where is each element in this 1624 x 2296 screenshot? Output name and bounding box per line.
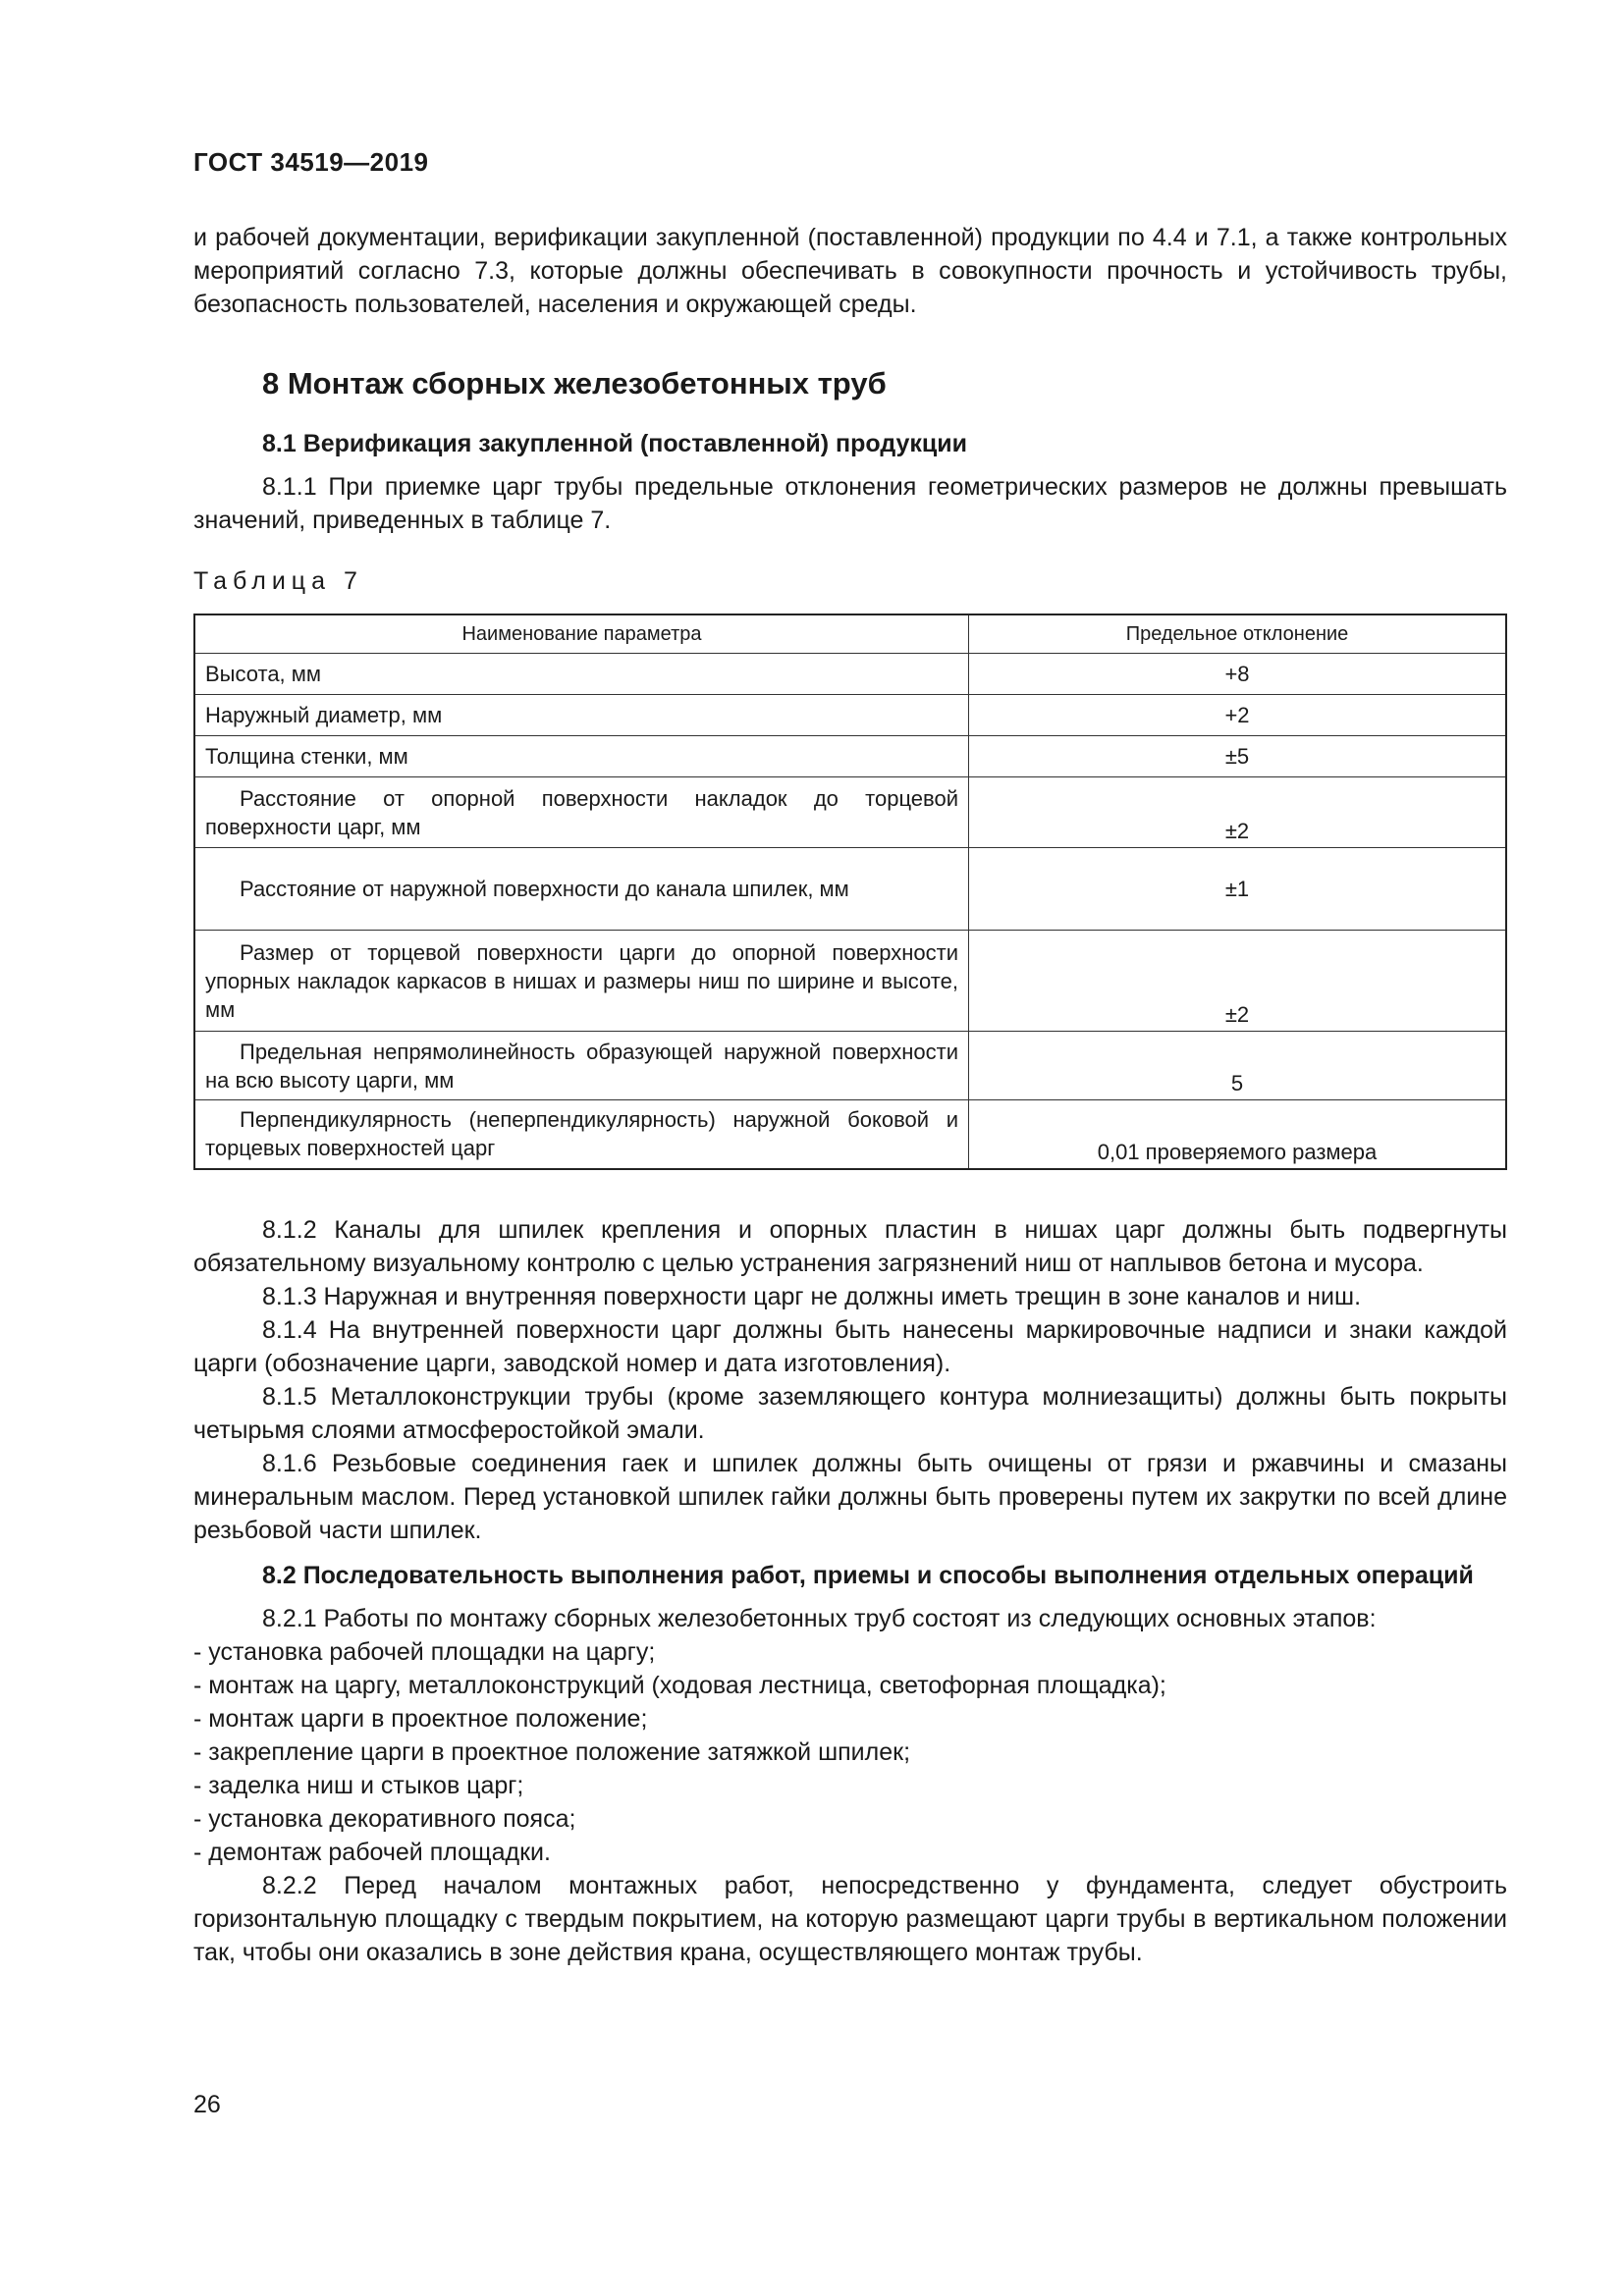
paragraph-8-1-4: 8.1.4 На внутренней поверхности царг должны быть нанесены маркировочные надписи и знаки каждой царги (обозначение царги, заводской номер и дата изготовления). xyxy=(193,1315,1507,1377)
list-item: - установка декоративного пояса; xyxy=(193,1804,576,1833)
section-8-title: 8 Монтаж сборных железобетонных труб xyxy=(262,366,887,400)
table-row xyxy=(194,848,1506,931)
param-name-text: Расстояние от наружной поверхности до канала шпилек, мм xyxy=(240,877,849,901)
table-7 xyxy=(193,614,1507,1170)
table-row xyxy=(194,654,1506,695)
param-value: ±5 xyxy=(969,736,1507,777)
list-item: - монтаж на царгу, металлоконструкций (ходовая лестница, светофорная площадка); xyxy=(193,1671,1166,1699)
table-row xyxy=(194,736,1506,777)
paragraph-8-1-3: 8.1.3 Наружная и внутренняя поверхности царг не должны иметь трещин в зоне каналов и ниш. xyxy=(262,1282,1362,1310)
table-row xyxy=(194,1100,1506,1169)
paragraph-8-1-6: 8.1.6 Резьбовые соединения гаек и шпилек должны быть очищены от грязи и ржавчины и смазаны минеральным маслом. Перед установкой шпилек гайки должны быть проверены путем их закрутки по всей длине резьбовой части шпилек. xyxy=(193,1449,1507,1544)
param-value: 5 xyxy=(969,1032,1507,1100)
document-header: ГОСТ 34519—2019 xyxy=(193,147,429,177)
param-name: Высота, мм xyxy=(194,654,969,695)
param-value: +2 xyxy=(969,695,1507,736)
spacer xyxy=(193,1170,1507,1213)
subsection-8-1-title: 8.1 Верификация закупленной (поставленной) продукции xyxy=(262,430,968,457)
param-name xyxy=(194,1032,969,1100)
param-name xyxy=(194,1100,969,1169)
table-row xyxy=(194,777,1506,848)
subsection-8-2-title: 8.2 Последовательность выполнения работ, приемы и способы выполнения отдельных операций xyxy=(262,1561,1474,1589)
list-item: - закрепление царги в проектное положение затяжкой шпилек; xyxy=(193,1737,911,1766)
param-name: Наружный диаметр, мм xyxy=(194,695,969,736)
param-name-text: Перпендикулярность (неперпендикулярность) наружной боковой и торцевых поверхностей царг xyxy=(205,1107,958,1161)
work-stages-list xyxy=(193,1635,1507,1869)
param-name xyxy=(194,777,969,848)
paragraph-8-1-2: 8.1.2 Каналы для шпилек крепления и опорных пластин в нишах царг должны быть подвергнуты обязательному визуальному контролю с целью устранения загрязнений ниш от наплывов бетона и мусора. xyxy=(193,1215,1507,1277)
header-parameter-name: Наименование параметра xyxy=(194,614,969,654)
paragraph-8-2-2: 8.2.2 Перед началом монтажных работ, непосредственно у фундамента, следует обустроить горизонтальную площадку с твердым покрытием, на которую размещают царги трубы в вертикальном положении так, чтобы они оказались в зоне действия крана, осуществляющего монтаж трубы. xyxy=(193,1871,1507,1966)
param-name-text: Расстояние от опорной поверхности накладок до торцевой поверхности царг, мм xyxy=(205,785,958,839)
param-name-text: Размер от торцевой поверхности царги до опорной поверхности упорных накладок каркасов в нишах и размеры ниш по ширине и высоте, мм xyxy=(205,939,958,1022)
param-value: ±2 xyxy=(969,777,1507,848)
header-limit-deviation: Предельное отклонение xyxy=(969,614,1507,654)
list-item: - демонтаж рабочей площадки. xyxy=(193,1838,551,1866)
page-number: 26 xyxy=(193,2091,221,2118)
param-value: ±1 xyxy=(969,848,1507,931)
param-name xyxy=(194,931,969,1032)
paragraph-8-2-1: 8.2.1 Работы по монтажу сборных железобетонных труб состоят из следующих основных этапов: xyxy=(262,1604,1377,1632)
paragraph-8-1-5: 8.1.5 Металлоконструкции трубы (кроме заземляющего контура молниезащиты) должны быть покрыты четырьмя слоями атмосферостойкой эмали. xyxy=(193,1382,1507,1444)
list-item: - заделка ниш и стыков царг; xyxy=(193,1771,524,1799)
table-row xyxy=(194,931,1506,1032)
table-row xyxy=(194,695,1506,736)
param-value: ±2 xyxy=(969,931,1507,1032)
param-name: Толщина стенки, мм xyxy=(194,736,969,777)
param-value: 0,01 проверяемого размера xyxy=(969,1100,1507,1169)
param-name-text: Предельная непрямолинейность образующей наружной поверхности на всю высоту царги, мм xyxy=(205,1039,958,1093)
page-content xyxy=(193,221,1507,1969)
list-item: - монтаж царги в проектное положение; xyxy=(193,1704,648,1733)
table-row xyxy=(194,1032,1506,1100)
list-item: - установка рабочей площадки на царгу; xyxy=(193,1637,656,1666)
table-header-row xyxy=(194,614,1506,654)
paragraph-8-1-1: 8.1.1 При приемке царг трубы предельные отклонения геометрических размеров не должны превышать значений, приведенных в таблице 7. xyxy=(193,473,1507,534)
param-name xyxy=(194,848,969,931)
param-value: +8 xyxy=(969,654,1507,695)
intro-paragraph: и рабочей документации, верификации закупленной (поставленной) продукции по 4.4 и 7.1, а также контрольных мероприятий согласно 7.3, которые должны обеспечивать в совокупности прочность и устойчивость трубы, безопасность пользователей, населения и окружающей среды. xyxy=(193,224,1507,318)
table-caption: Таблица 7 xyxy=(193,567,363,595)
